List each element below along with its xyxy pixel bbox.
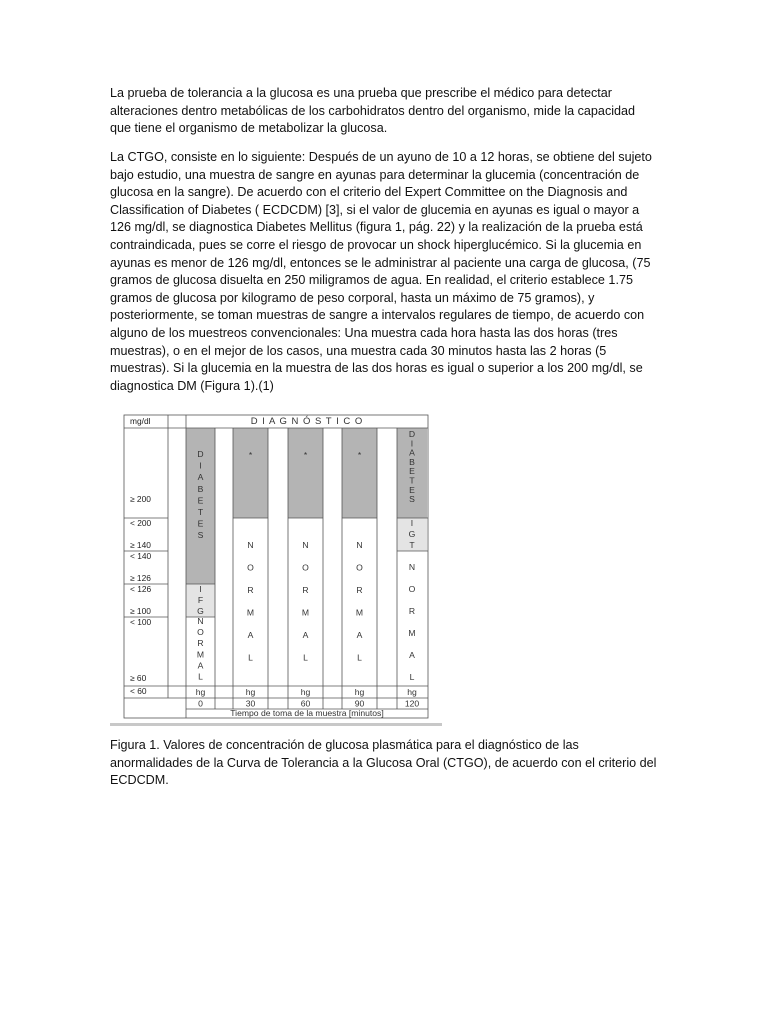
col0-normal-label: N O R M A L [196,616,205,682]
hg-label: hg [354,687,365,697]
hg-label: hg [407,687,417,697]
time-value: 90 [354,698,365,709]
col-mark-2: * [357,450,362,460]
figure-1 [110,410,442,728]
y-label: ≥ 126 [130,573,151,583]
col-normal-label-2: N O R M A L [355,540,364,663]
col-mark-0: * [248,450,253,460]
y-label: < 60 [130,686,147,696]
hg-label: hg [245,687,256,697]
y-label: ≥ 140 [130,540,151,550]
hg-label: hg [195,687,206,697]
col-mark-1: * [303,450,308,460]
col120-normal-label: N O R M A L [408,562,416,682]
col120-igt-label: I G T [408,518,416,550]
col120-diabetes-label: D I A B E T E S [408,429,416,505]
unit-label: mg/dl [130,416,151,426]
y-label: < 140 [130,551,152,561]
y-label: < 126 [130,584,152,594]
hg-label: hg [300,687,311,697]
time-value: 60 [300,698,311,709]
col-normal-label-0: N O R M A L [246,540,255,663]
footer-label: Tiempo de toma de la muestra [minutos] [230,708,384,718]
figure-bottom-rule [110,723,442,726]
y-label: ≥ 100 [130,606,151,616]
col90-gray-fill [342,428,377,518]
y-label: < 200 [130,518,152,528]
col-normal-label-1: N O R M A L [301,540,310,663]
diagnostic-header: D I A G N Ó S T I C O [250,416,364,427]
col0-ifg-label: I F G [197,584,204,616]
figure-caption: Figura 1. Valores de concentración de glucosa plasmática para el diagnóstico de las anormalidades de la Curva de Tolerancia a la Glucosa Oral (CTGO), de acuerdo con el criterio del ECDCDM. [110,738,657,788]
y-label: ≥ 200 [130,494,151,504]
y-label: ≥ 60 [130,673,147,683]
paragraph-ctgo: La CTGO, consiste en lo siguiente: Después de un ayuno de 10 a 12 horas, se obtiene del sujeto bajo estudio, una muestra de sangre en ayunas para determinar la glucemia (concentración de glucosa en la sangre). De acuerdo con el criterio del Expert Committee on the Diagnosis and Classification of Diabetes ( ECDCDM) [3], si el valor de glucemia en ayunas es igual o mayor a 126 mg/dl, se diagnostica Diabetes Mellitus (figura 1, pág. 22) y la realización de la prueba está contraindicada, pues se corre el riesgo de provocar un shock hiperglucémico. Si la glucemia en ayunas es menor de 126 mg/dl, entonces se le administrar al paciente una carga de glucosa, (75 gramos de glucosa disuelta en 250 miligramos de agua. En realidad, el criterio establece 1.75 gramos de glucosa por kilogramo de peso corporal, hasta un máximo de 75 gramos), y posteriormente, se toman muestras de sangre a intervalos regulares de tiempo, de acuerdo con alguno de los muestreos convencionales: Una muestra cada hora hasta las dos horas (tres muestras), o en el mejor de los casos, una muestra cada 30 minutos hasta las 2 horas (5 muestras). Si la glucemia en la muestra de las dos horas es igual o superior a los 200 mg/dl, se diagnostica DM (Figura 1).(1) [110,150,652,393]
y-label: < 100 [130,617,152,627]
col0-diabetes-label: D I A B E T E S [197,449,204,541]
time-value: 30 [245,698,256,709]
paragraph-intro: La prueba de tolerancia a la glucosa es una prueba que prescribe el médico para detectar alteraciones dentro metabólicas de los carbohidratos dentro del organismo, mide la capacidad que tiene el organismo de metabolizar la glucosa. [110,86,636,136]
time-value: 120 [404,698,420,709]
col60-gray-fill [288,428,323,518]
diagnostic-chart [110,410,442,728]
col30-gray-fill [233,428,268,518]
time-value: 0 [198,698,203,709]
